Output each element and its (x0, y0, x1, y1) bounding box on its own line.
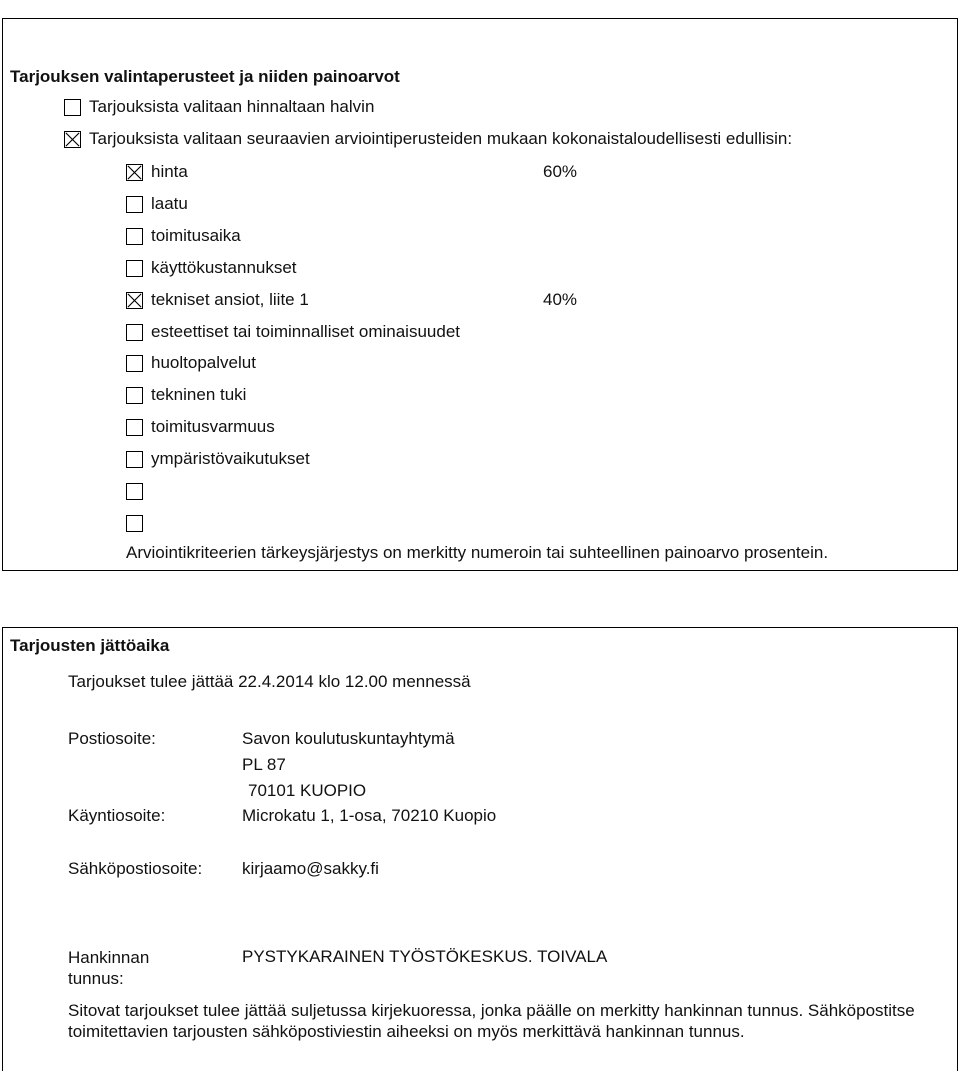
criterion-checkbox-3[interactable] (126, 228, 143, 245)
criterion-checkbox-10[interactable] (126, 451, 143, 468)
criterion-checkbox-7[interactable] (126, 355, 143, 372)
criterion-checkbox-8[interactable] (126, 387, 143, 404)
criterion-label-1: hinta (151, 162, 188, 181)
visit-label: Käyntiosoite: (68, 806, 166, 825)
postal-line-1: Savon koulutuskuntayhtymä (242, 729, 455, 748)
economic-checkbox[interactable] (64, 131, 81, 148)
criterion-checkbox-2[interactable] (126, 196, 143, 213)
submission-instructions: Sitovat tarjoukset tulee jättää suljetussa kirjekuoressa, jonka päälle on merkitty hankinnan tunnus. Sähköpostitse toimitettavien tarjousten sähköpostiviestin aiheeksi on myös merkittävä hankinnan tunnus. (68, 1001, 915, 1041)
criterion-label-8: tekninen tuki (151, 385, 247, 404)
email-value[interactable]: kirjaamo@sakky.fi (242, 859, 379, 878)
criterion-checkbox-12[interactable] (126, 515, 143, 532)
procurement-label: Hankinnan tunnus: (68, 948, 150, 988)
visit-value: Microkatu 1, 1-osa, 70210 Kuopio (242, 806, 497, 825)
postal-label: Postiosoite: (68, 729, 156, 748)
postal-line-2: PL 87 (242, 755, 286, 774)
email-label: Sähköpostiosoite: (68, 859, 203, 878)
criterion-checkbox-1[interactable] (126, 164, 143, 181)
criterion-label-10: ympäristövaikutukset (151, 449, 310, 468)
procurement-value: PYSTYKARAINEN TYÖSTÖKESKUS. TOIVALA (242, 947, 608, 966)
postal-line-3: 70101 KUOPIO (248, 781, 367, 800)
criterion-label-9: toimitusvarmuus (151, 417, 275, 436)
criterion-label-2: laatu (151, 194, 188, 213)
criterion-weight-5: 40% (543, 290, 578, 309)
criterion-checkbox-9[interactable] (126, 419, 143, 436)
criterion-label-7: huoltopalvelut (151, 353, 256, 372)
lowest-price-checkbox[interactable] (64, 99, 81, 116)
criterion-checkbox-11[interactable] (126, 483, 143, 500)
criteria-note: Arviointikriteerien tärkeysjärjestys on merkitty numeroin tai suhteellinen painoarvo prosentein. (126, 543, 829, 562)
submission-title: Tarjousten jättöaika (10, 636, 170, 655)
selection-criteria-title: Tarjouksen valintaperusteet ja niiden painoarvot (10, 67, 400, 86)
lowest-price-label: Tarjouksista valitaan hinnaltaan halvin (89, 97, 375, 116)
criterion-label-4: käyttökustannukset (151, 258, 297, 277)
criterion-checkbox-5[interactable] (126, 292, 143, 309)
criterion-label-5: tekniset ansiot, liite 1 (151, 290, 309, 309)
economic-label: Tarjouksista valitaan seuraavien arviointiperusteiden mukaan kokonaistaloudellisesti edullisin: (89, 129, 793, 148)
criterion-weight-1: 60% (543, 162, 578, 181)
deadline-text: Tarjoukset tulee jättää 22.4.2014 klo 12.00 mennessä (68, 672, 471, 691)
criterion-label-6: esteettiset tai toiminnalliset ominaisuudet (151, 322, 460, 341)
criterion-checkbox-6[interactable] (126, 324, 143, 341)
criterion-label-3: toimitusaika (151, 226, 241, 245)
criterion-checkbox-4[interactable] (126, 260, 143, 277)
